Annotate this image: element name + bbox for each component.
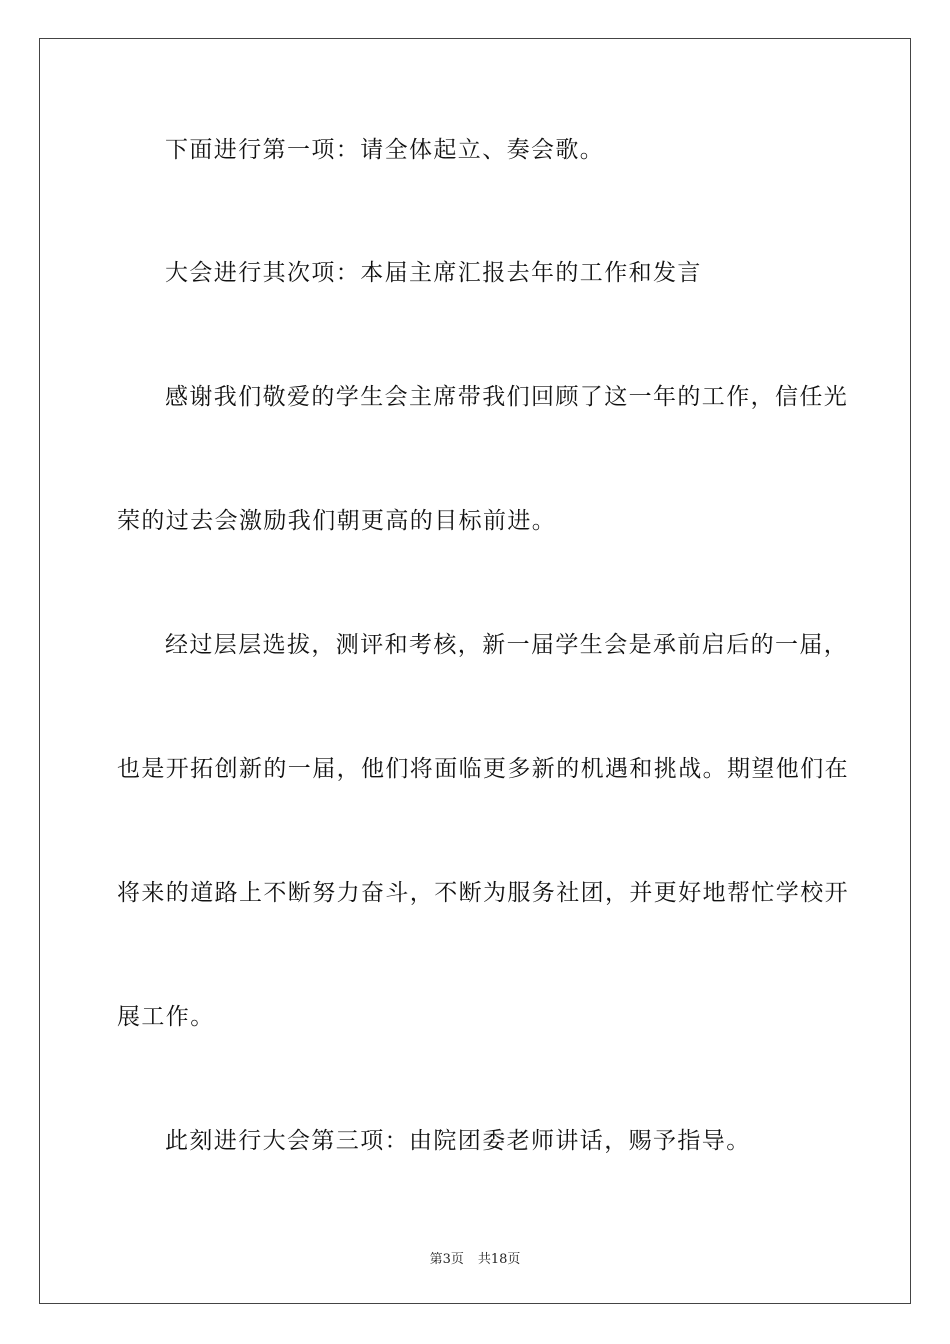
paragraph-line-8: 展工作。 [117, 1004, 215, 1030]
page-total: 共18页 [477, 1252, 521, 1267]
paragraph-line-4: 荣的过去会激励我们朝更高的目标前进。 [117, 508, 557, 534]
paragraph-line-1: 下面进行第一项：请全体起立、奏会歌。 [165, 137, 605, 163]
page-frame [39, 38, 911, 1304]
paragraph-line-5: 经过层层选拔，测评和考核，新一届学生会是承前启后的一届， [165, 632, 849, 658]
page-footer [0, 1248, 950, 1267]
paragraph-line-9: 此刻进行大会第三项：由院团委老师讲话，赐予指导。 [165, 1128, 751, 1154]
paragraph-line-6: 也是开拓创新的一届，他们将面临更多新的机遇和挑战。期望他们在 [117, 756, 849, 782]
page-number: 第3页 [429, 1252, 464, 1267]
paragraph-line-7: 将来的道路上不断努力奋斗，不断为服务社团，并更好地帮忙学校开 [117, 880, 849, 906]
paragraph-line-2: 大会进行其次项：本届主席汇报去年的工作和发言 [165, 260, 702, 286]
paragraph-line-3: 感谢我们敬爱的学生会主席带我们回顾了这一年的工作，信任光 [165, 384, 849, 410]
